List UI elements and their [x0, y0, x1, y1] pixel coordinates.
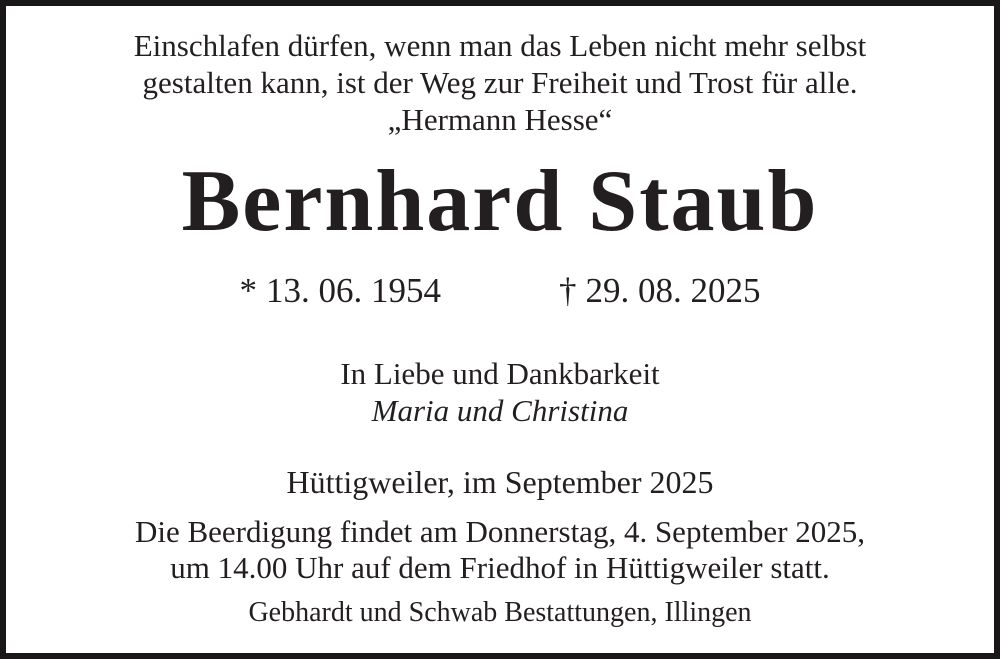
- quote-attribution: „Hermann Hesse“: [387, 102, 613, 137]
- mourners-names: Maria und Christina: [371, 393, 629, 428]
- death-cross-symbol: †: [559, 271, 577, 310]
- opening-quote: [6, 27, 994, 138]
- funeral-info-line-2: um 14.00 Uhr auf dem Friedhof in Hüttigweiler statt.: [170, 550, 830, 585]
- life-dates: [6, 271, 994, 311]
- deceased-name: Bernhard Staub: [181, 153, 819, 250]
- birth-date: [240, 271, 442, 311]
- tribute-line: In Liebe und Dankbarkeit: [340, 356, 660, 391]
- birth-star-symbol: *: [239, 271, 257, 310]
- funeral-info-line-1: Die Beerdigung findet am Donnerstag, 4. September 2025,: [134, 514, 866, 549]
- funeral-home: Gebhardt und Schwab Bestattungen, Illingen: [248, 597, 752, 628]
- death-date: [559, 271, 761, 311]
- birth-date-value: 13. 06. 1954: [266, 271, 441, 310]
- quote-line-2: gestalten kann, ist der Weg zur Freiheit und Trost für alle.: [142, 65, 858, 100]
- funeral-information: [6, 514, 994, 586]
- quote-line-1: Einschlafen dürfen, wenn man das Leben nicht mehr selbst: [133, 28, 867, 63]
- place-and-date: Hüttigweiler, im September 2025: [286, 464, 714, 500]
- death-date-value: 29. 08. 2025: [585, 271, 761, 310]
